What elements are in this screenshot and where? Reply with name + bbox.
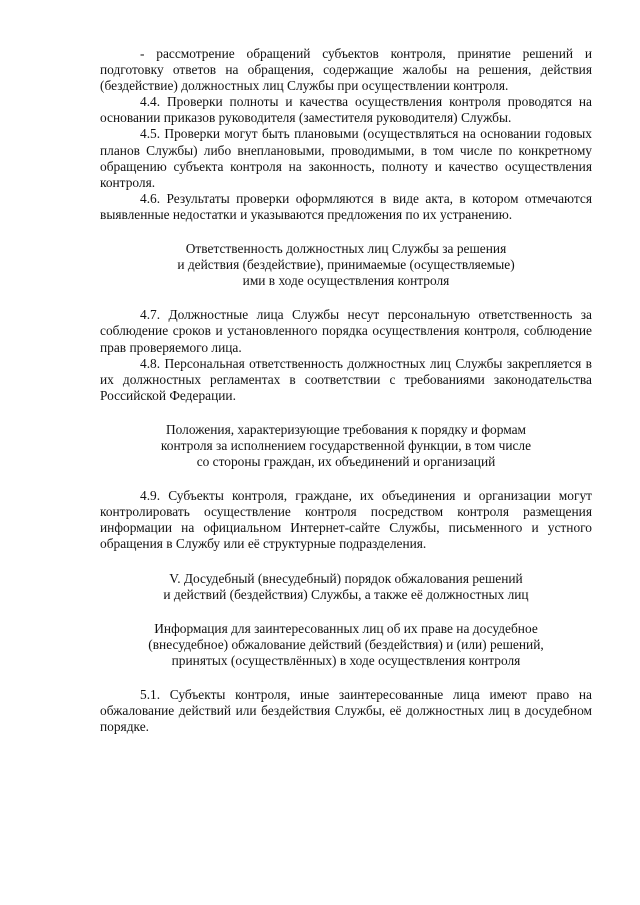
- heading-responsibility: [100, 241, 592, 289]
- heading-line: Ответственность должностных лиц Службы за решения: [185, 241, 507, 257]
- heading-section-v: [100, 571, 592, 603]
- heading-line: Положения, характеризующие требования к порядку и формам: [165, 421, 526, 437]
- heading-control-provisions: [100, 422, 592, 470]
- heading-line: со стороны граждан, их объединений и организаций: [196, 454, 496, 470]
- paragraph-4-7: 4.7. Должностные лица Службы несут персональную ответственность за соблюдение сроков и установленного порядка осуществления контроля, соблюдение прав проверяемого лица.: [100, 307, 592, 355]
- paragraph-4-6: 4.6. Результаты проверки оформляются в виде акта, в котором отмечаются выявленные недостатки и указываются предложения по их устранению.: [100, 190, 592, 222]
- heading-line: принятых (осуществлённых) в ходе осуществления контроля: [171, 652, 521, 668]
- heading-line: и действия (бездействие), принимаемые (осуществляемые): [177, 257, 515, 273]
- paragraph-4-8: 4.8. Персональная ответственность должностных лиц Службы закрепляется в их должностных регламентах в соответствии с требованиями законодательства Российской Федерации.: [100, 355, 592, 403]
- heading-line: ими в ходе осуществления контроля: [242, 273, 450, 289]
- paragraph-review-appeals: - рассмотрение обращений субъектов контроля, принятие решений и подготовку ответов на обращения, содержащие жалобы на решения, действия (бездействие) должностных лиц Службы при осуществлении контроля.: [100, 46, 592, 94]
- paragraph-5-1: 5.1. Субъекты контроля, иные заинтересованные лица имеют право на обжалование действий или бездействия Службы, её должностных лиц в досудебном порядке.: [100, 687, 592, 735]
- heading-line: Информация для заинтересованных лиц об их праве на досудебное: [154, 620, 538, 636]
- heading-line: V. Досудебный (внесудебный) порядок обжалования решений: [169, 570, 523, 586]
- document-page: [100, 46, 592, 735]
- heading-line: (внесудебное) обжалование действий (бездействия) и (или) решений,: [148, 636, 544, 652]
- heading-appeal-information: [100, 621, 592, 669]
- paragraph-4-9: 4.9. Субъекты контроля, граждане, их объединения и организации могут контролировать осуществление контроля посредством контроля размещения информации на официальном Интернет-сайте Службы, письменного и устного обращения в Службу или её структурные подразделения.: [100, 488, 592, 552]
- heading-line: и действий (бездействия) Службы, а также её должностных лиц: [163, 586, 529, 602]
- heading-line: контроля за исполнением государственной функции, в том числе: [160, 437, 532, 453]
- paragraph-4-4: 4.4. Проверки полноты и качества осуществления контроля проводятся на основании приказов руководителя (заместителя руководителя) Службы.: [100, 94, 592, 126]
- paragraph-4-5: 4.5. Проверки могут быть плановыми (осуществляться на основании годовых планов Службы) либо внеплановыми, проводимыми, в том числе по конкретному обращению субъекта контроля на законность, полноту и качество осуществления контроля.: [100, 126, 592, 190]
